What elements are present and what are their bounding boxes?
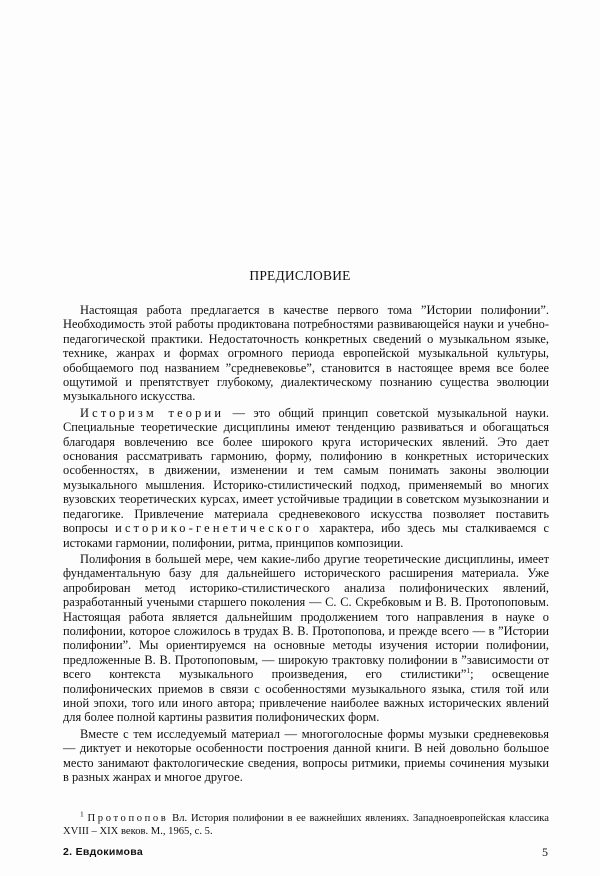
paragraph-text: ; освещение полифонических приемов в связи с особенностями музыкального языка, стиля той или иной эпохи, того или иного автора; привлечение наиболее важных исторических явлений для более полной картины развития полифонических форм. <box>63 667 550 725</box>
paragraph-4 <box>63 727 549 785</box>
paragraph-text: характера, ибо здесь мы сталкиваемся с истоками гармонии, полифонии, ритма, принципов композиции. <box>63 521 549 550</box>
paragraph-text: Вместе с тем исследуемый материал — многоголосные формы музыки средневековья — диктует и некоторые особенности построения данной книги. В ней довольно большое место занимают фактологические сведения, вопросы ритмики, приемы сочинения музыки в разных жанрах и многое другое. <box>63 726 549 784</box>
paragraph-text: Настоящая работа предлагается в качестве первого тома ”Истории полифонии”. Необходимость этой работы продиктована потребностями развивающейся науки и учебно-педагогической практики. Недостаточность конкретных сведений о музыкальном языке, технике, жанрах и формах огромного периода европейской музыкальной культуры, обобщаемого под названием ”средневековье”, становится в настоящее время все более ощутимой и препятствует глубокому, диалектическому познанию существа эволюции музыкального искусства. <box>63 303 549 404</box>
paragraph-3 <box>63 552 549 725</box>
footnote-marker: 1 <box>466 666 471 676</box>
paragraph-text: — это общий принцип советской музыкальной науки. Специальные теоретические дисциплины имеют тенденцию развиваться и обогащаться благодаря вовлечению все более широкого круга исторических явлений. Это дает основания рассматривать гармонию, форму, полифонию в конкретных исторических особенностях, в движении, изменении и тем самым понимать законы эволюции музыкального мышления. Историко-стилистический подход, применяемый во многих вузовских теоретических курсах, имеет устойчивые традиции в советском музыкознании и педагогике. Привлечение материала средневекового искусства позволяет поставить вопросы <box>63 405 549 536</box>
footnote-text: Вл. История полифонии в ее важнейших явлениях. Западноевропейская классика XVIII – XIX веков. М., 1965, с. 5. <box>63 813 549 838</box>
spaced-emphasis: историко-генетического <box>115 521 313 536</box>
footnote-number: 1 <box>80 809 84 819</box>
footnote <box>63 809 549 838</box>
spaced-emphasis: Историзм теории <box>80 405 225 420</box>
printer-signature: 2. Евдокимова <box>63 846 144 858</box>
main-text <box>63 303 549 786</box>
paragraph-1 <box>63 303 549 404</box>
paragraph-2 <box>63 406 549 550</box>
page-title: ПРЕДИСЛОВИЕ <box>249 268 351 283</box>
page-number: 5 <box>542 845 548 859</box>
paragraph-text: Полифония в большей мере, чем какие-либо другие теоретические дисциплины, имеет фундаментальную базу для дальнейшего исторического расширения материала. Уже апробирован метод историко-стилистического анализа полифонических явлений, разработанный учеными старшего поколения — С. С. Скребковым и В. В. Протопоповым. Настоящая работа является дальнейшим продолжением того направления в науке о полифонии, которое сложилось в трудах В. В. Протопопова, и прежде всего — в ”Истории полифонии”. Мы ориентируемся на основные методы изучения истории полифонии, предложенные В. В. Протопоповым, — широкую трактовку полифонии в ”зависимости от всего контекста музыкального произведения, его стилистики” <box>63 551 549 682</box>
footnote-author: Протопопов <box>87 813 169 824</box>
